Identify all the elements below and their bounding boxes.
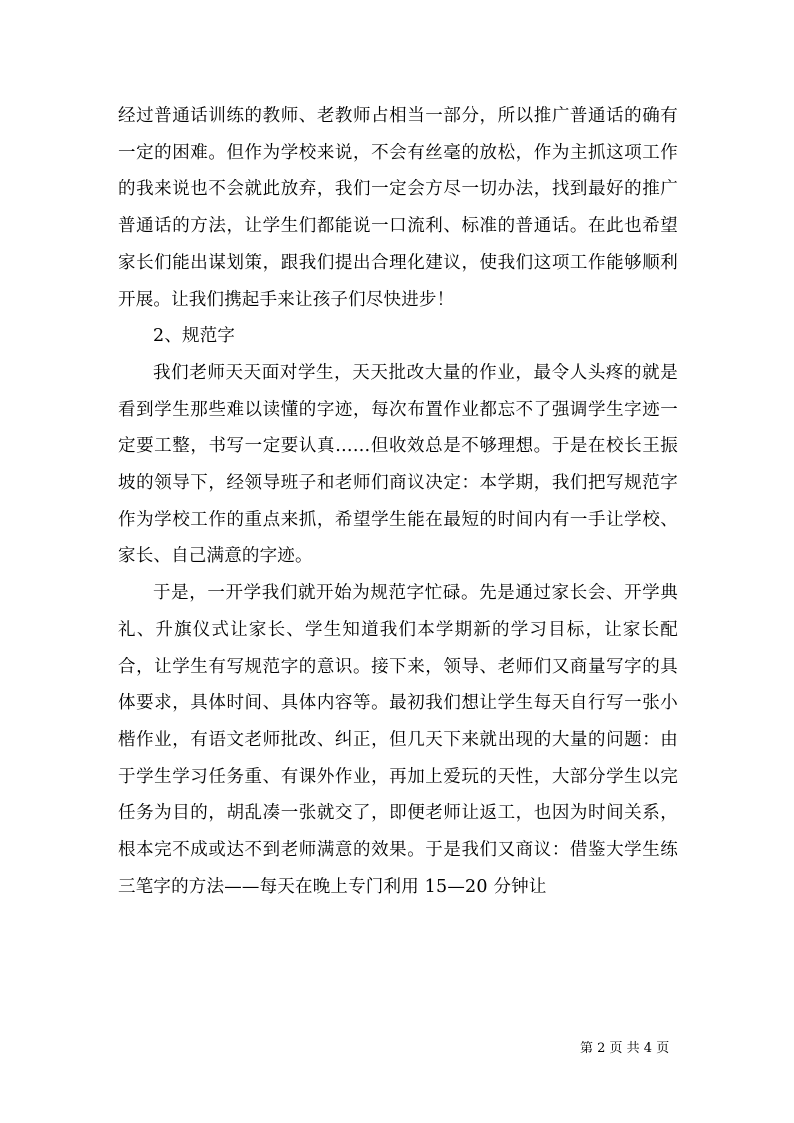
paragraph-standard-characters-work: 于是，一开学我们就开始为规范字忙碌。先是通过家长会、开学典礼、升旗仪式让家长、学生知道我们本学期新的学习目标，让家长配合，让学生有写规范字的意识。接下来，领导、老师们又商量写字的具体要求，具体时间、具体内容等。最初我们想让学生每天自行写一张小楷作业，有语文老师批改、纠正，但几天下来就出现的大量的问题：由于学生学习任务重、有课外作业，再加上爱玩的天性，大部分学生以完任务为目的，胡乱凑一张就交了，即便老师让返工，也因为时间关系，根本完不成或达不到老师满意的效果。于是我们又商议：借鉴大学生练三笔字的方法——每天在晚上专门利用 15—20 分钟让 xyxy=(118,583,678,897)
section-heading: 2、规范字 xyxy=(153,326,236,347)
document-body xyxy=(118,98,678,905)
page-number-footer: 第 2 页 共 4 页 xyxy=(580,1041,670,1056)
paragraph-continuation: 经过普通话训练的教师、老教师占相当一部分，所以推广普通话的确有一定的困难。但作为学校来说，不会有丝毫的放松，作为主抓这项工作的我来说也不会就此放弃，我们一定会方尽一切办法，找到最好的推广普通话的方法，让学生们都能说一口流利、标准的普通话。在此也希望家长们能出谋划策，跟我们提出合理化建议，使我们这项工作能够顺利开展。让我们携起手来让孩子们尽快进步！ xyxy=(118,106,678,310)
paragraph-standard-characters-intro: 我们老师天天面对学生，天天批改大量的作业，最令人头疼的就是看到学生那些难以读懂的字迹，每次布置作业都忘不了强调学生字迹一定要工整，书写一定要认真……但收效总是不够理想。于是在校长王振坡的领导下，经领导班子和老师们商议决定：本学期，我们把写规范字作为学校工作的重点来抓，希望学生能在最短的时间内有一手让学校、家长、自己满意的字迹。 xyxy=(118,362,678,567)
